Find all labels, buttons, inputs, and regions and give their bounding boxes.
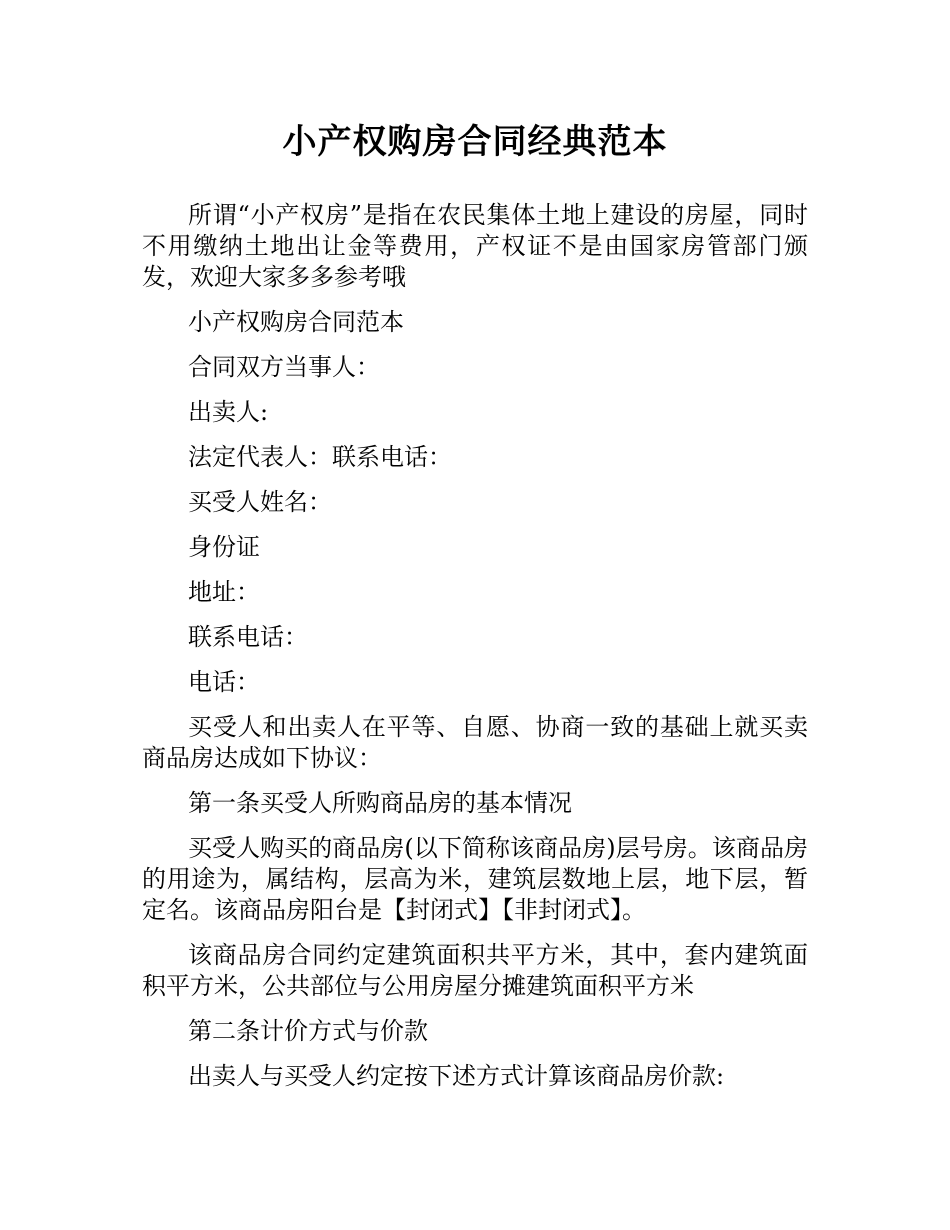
contact-phone-field: 联系电话： xyxy=(188,623,308,651)
agreement-paragraph: 买受人和出卖人在平等、自愿、协商一致的基础上就买卖商品房达成如下协议： xyxy=(142,713,808,772)
property-details-paragraph: 买受人购买的商品房(以下简称该商品房)层号房。该商品房的用途为，属结构，层高为米，建筑层数地上层，地下层，暂定名。该商品房阳台是【封闭式】【非封闭式】。 xyxy=(142,834,808,924)
pricing-paragraph: 出卖人与买受人约定按下述方式计算该商品房价款: xyxy=(188,1062,725,1090)
contract-heading: 小产权购房合同范本 xyxy=(188,308,404,336)
parties-label: 合同双方当事人： xyxy=(188,353,380,381)
seller-field: 出卖人: xyxy=(188,398,269,426)
id-card-field: 身份证 xyxy=(188,533,260,561)
article-one-heading: 第一条买受人所购商品房的基本情况 xyxy=(188,789,572,817)
intro-paragraph: 所谓“小产权房”是指在农民集体土地上建设的房屋，同时不用缴纳土地出让金等费用，产权证不是由国家房管部门颁发，欢迎大家多多参考哦 xyxy=(142,201,808,291)
phone-field: 电话： xyxy=(188,668,260,696)
area-paragraph: 该商品房合同约定建筑面积共平方米，其中，套内建筑面积平方米，公共部位与公用房屋分摊建筑面积平方米 xyxy=(142,941,808,1000)
address-field: 地址： xyxy=(188,578,260,606)
buyer-name-field: 买受人姓名： xyxy=(188,488,332,516)
document-title: 小产权购房合同经典范本 xyxy=(282,122,668,162)
legal-representative-field: 法定代表人：联系电话： xyxy=(188,443,452,471)
article-two-heading: 第二条计价方式与价款 xyxy=(188,1017,428,1045)
